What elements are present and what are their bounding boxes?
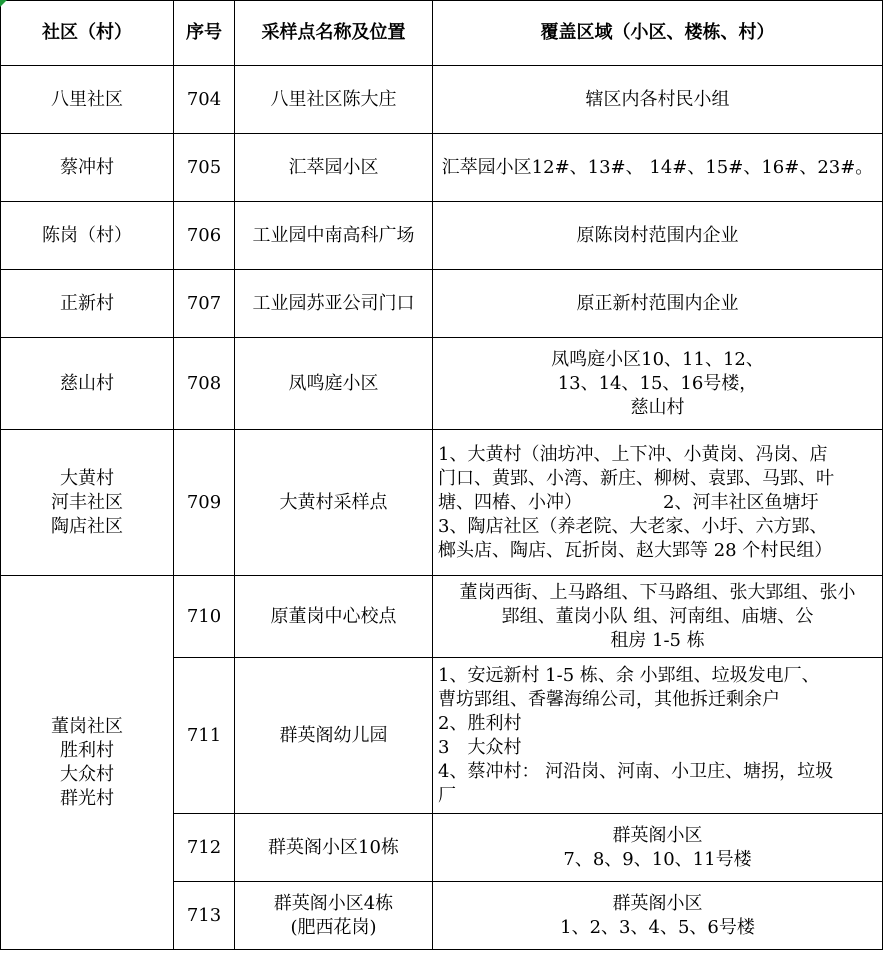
- community-cell: 正新村: [1, 270, 174, 338]
- number-cell: 710: [174, 576, 235, 658]
- table-row: [1, 270, 883, 338]
- site-cell: 群英阁幼儿园: [235, 658, 433, 814]
- site-cell: 工业园中南高科广场: [235, 202, 433, 270]
- header-coverage: 覆盖区域（小区、楼栋、村）: [433, 1, 883, 66]
- community-cell: 董岗社区 胜利村 大众村 群光村: [1, 576, 174, 950]
- number-cell: 712: [174, 814, 235, 882]
- coverage-cell: 辖区内各村民小组: [433, 66, 883, 134]
- table-row: [1, 576, 883, 658]
- table-row: [1, 66, 883, 134]
- number-cell: 708: [174, 338, 235, 430]
- number-cell: 704: [174, 66, 235, 134]
- number-cell: 707: [174, 270, 235, 338]
- coverage-cell: 1、大黄村（油坊冲、上下冲、小黄岗、冯岗、店 门口、黄郢、小湾、新庄、柳树、袁郢、马郢、叶 塘、四椿、小冲） 2、河丰社区鱼塘圩 3、陶店社区（养老院、大老家、小圩、六方郢、 榔头店、陶店、瓦折岗、赵大郢等 28 个村民组）: [433, 430, 883, 576]
- table-header-row: [1, 1, 883, 66]
- site-cell: 群英阁小区10栋: [235, 814, 433, 882]
- site-cell: 原董岗中心校点: [235, 576, 433, 658]
- coverage-cell: 群英阁小区 7、8、9、10、11号楼: [433, 814, 883, 882]
- table-row: [1, 338, 883, 430]
- community-cell: 慈山村: [1, 338, 174, 430]
- site-cell: 工业园苏亚公司门口: [235, 270, 433, 338]
- site-cell: 群英阁小区4栋 (肥西花岗): [235, 882, 433, 950]
- community-cell: 大黄村 河丰社区 陶店社区: [1, 430, 174, 576]
- coverage-cell: 原正新村范围内企业: [433, 270, 883, 338]
- table-row: [1, 202, 883, 270]
- number-cell: 711: [174, 658, 235, 814]
- number-cell: 705: [174, 134, 235, 202]
- table-row: [1, 430, 883, 576]
- site-cell: 大黄村采样点: [235, 430, 433, 576]
- table-row: [1, 134, 883, 202]
- header-community: 社区（村）: [1, 1, 174, 66]
- cell-corner-marker: [0, 0, 7, 7]
- site-cell: 凤鸣庭小区: [235, 338, 433, 430]
- site-cell: 八里社区陈大庄: [235, 66, 433, 134]
- community-cell: 蔡冲村: [1, 134, 174, 202]
- number-cell: 709: [174, 430, 235, 576]
- number-cell: 713: [174, 882, 235, 950]
- community-cell: 陈岗（村）: [1, 202, 174, 270]
- site-cell: 汇萃园小区: [235, 134, 433, 202]
- header-site: 采样点名称及位置: [235, 1, 433, 66]
- coverage-cell: 1、安远新村 1-5 栋、余 小郢组、垃圾发电厂、 曹坊郢组、香馨海绵公司，其他拆迁剩余户 2、胜利村 3 大众村 4、蔡冲村： 河沿岗、河南、小卫庄、塘拐，垃圾 厂: [433, 658, 883, 814]
- coverage-cell: 凤鸣庭小区10、11、12、 13、14、15、16号楼， 慈山村: [433, 338, 883, 430]
- header-number: 序号: [174, 1, 235, 66]
- coverage-cell: 群英阁小区 1、2、3、4、5、6号楼: [433, 882, 883, 950]
- community-cell: 八里社区: [1, 66, 174, 134]
- coverage-cell: 原陈岗村范围内企业: [433, 202, 883, 270]
- number-cell: 706: [174, 202, 235, 270]
- coverage-cell: 汇萃园小区12#、13#、 14#、15#、16#、23#。: [433, 134, 883, 202]
- coverage-cell: 董岗西街、上马路组、下马路组、张大郢组、张小 郢组、董岗小队 组、河南组、庙塘、公 租房 1-5 栋: [433, 576, 883, 658]
